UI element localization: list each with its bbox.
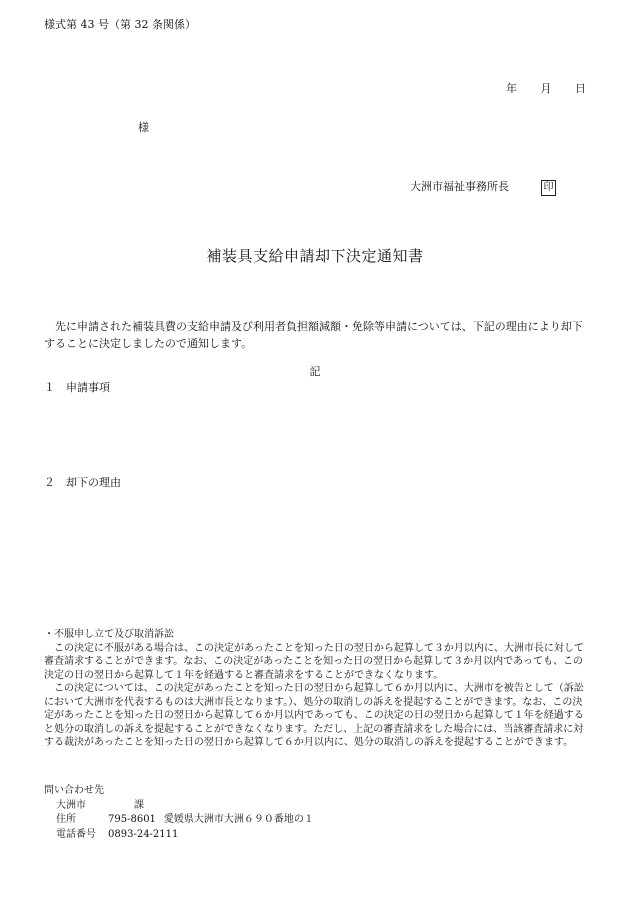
- phone-label: 電話番号: [56, 828, 96, 840]
- page-title: 補装具支給申請却下決定通知書: [206, 247, 424, 265]
- contact-office-row: [44, 799, 314, 814]
- item-label: 却下の理由: [66, 476, 121, 489]
- contact-address-row: [44, 813, 314, 828]
- address-label: 住所: [56, 814, 76, 825]
- appeal-heading: ・不服申し立て及び取消訴訟: [44, 629, 174, 640]
- appeal-paragraph: この決定に不服がある場合は、この決定があったことを知った日の翌日から起算して３か月以内に、大洲市長に対して審査請求することができます。なお、この決定があったことを知った日の翌日から起算して３か月以内であっても、この決定の日の翌日から起算して１年を経過すると審査請求をすることができなくなります。: [44, 642, 584, 681]
- item-label: 申請事項: [66, 381, 110, 394]
- date-year: 年: [506, 82, 517, 95]
- seal-box: 印: [541, 180, 556, 196]
- date-line: [506, 80, 586, 96]
- contact-heading: 問い合わせ先: [44, 785, 104, 796]
- item-application: [44, 379, 110, 395]
- phone-value: 0893-24-2111: [108, 828, 179, 840]
- appeal-paragraph: この決定については、この決定があったことを知った日の翌日から起算して６か月以内に、大洲市を被告として（訴訟において大洲市を代表するものは大洲市長となります。）、処分の取消しの訴えを提起することができます。なお、この決定があったことを知った日の翌日から起算して６か月以内であっても、この決定の日の翌日から起算して１年を経過すると処分の取消しの訴えを提起することができなくなります。ただし、上記の審査請求をした場合には、当該審査請求に対する裁決があったことを知った日の翌日から起算して６か月以内に、処分の取消しの訴えを提起することができます。: [44, 683, 584, 748]
- issuer-title: 大洲市福祉事務所長: [410, 180, 509, 193]
- issuer-line: [410, 178, 556, 196]
- ki-heading: 記: [309, 365, 321, 378]
- item-reason: [44, 474, 121, 490]
- item-number: ２: [44, 476, 55, 489]
- contact-office: 大洲市: [56, 799, 86, 811]
- date-day: 日: [575, 82, 586, 95]
- form-number: 様式第 43 号（第 32 条関係）: [44, 18, 196, 31]
- address-value: 愛媛県大洲市大洲６９０番地の１: [163, 814, 314, 825]
- date-month: 月: [540, 82, 552, 95]
- body-text: 先に申請された補装具費の支給申請及び利用者負担額減額・免除等申請については、下記の理由により却下することに決定しましたので通知します。: [44, 320, 583, 350]
- contact-block: [44, 784, 314, 842]
- item-number: １: [44, 381, 55, 394]
- postal-code: 795-8601: [108, 814, 156, 825]
- contact-phone-row: [44, 828, 314, 843]
- body-paragraph: [44, 318, 584, 352]
- addressee-suffix: 様: [138, 121, 149, 134]
- contact-section: 課: [134, 799, 144, 811]
- appeal-notice: [44, 628, 592, 750]
